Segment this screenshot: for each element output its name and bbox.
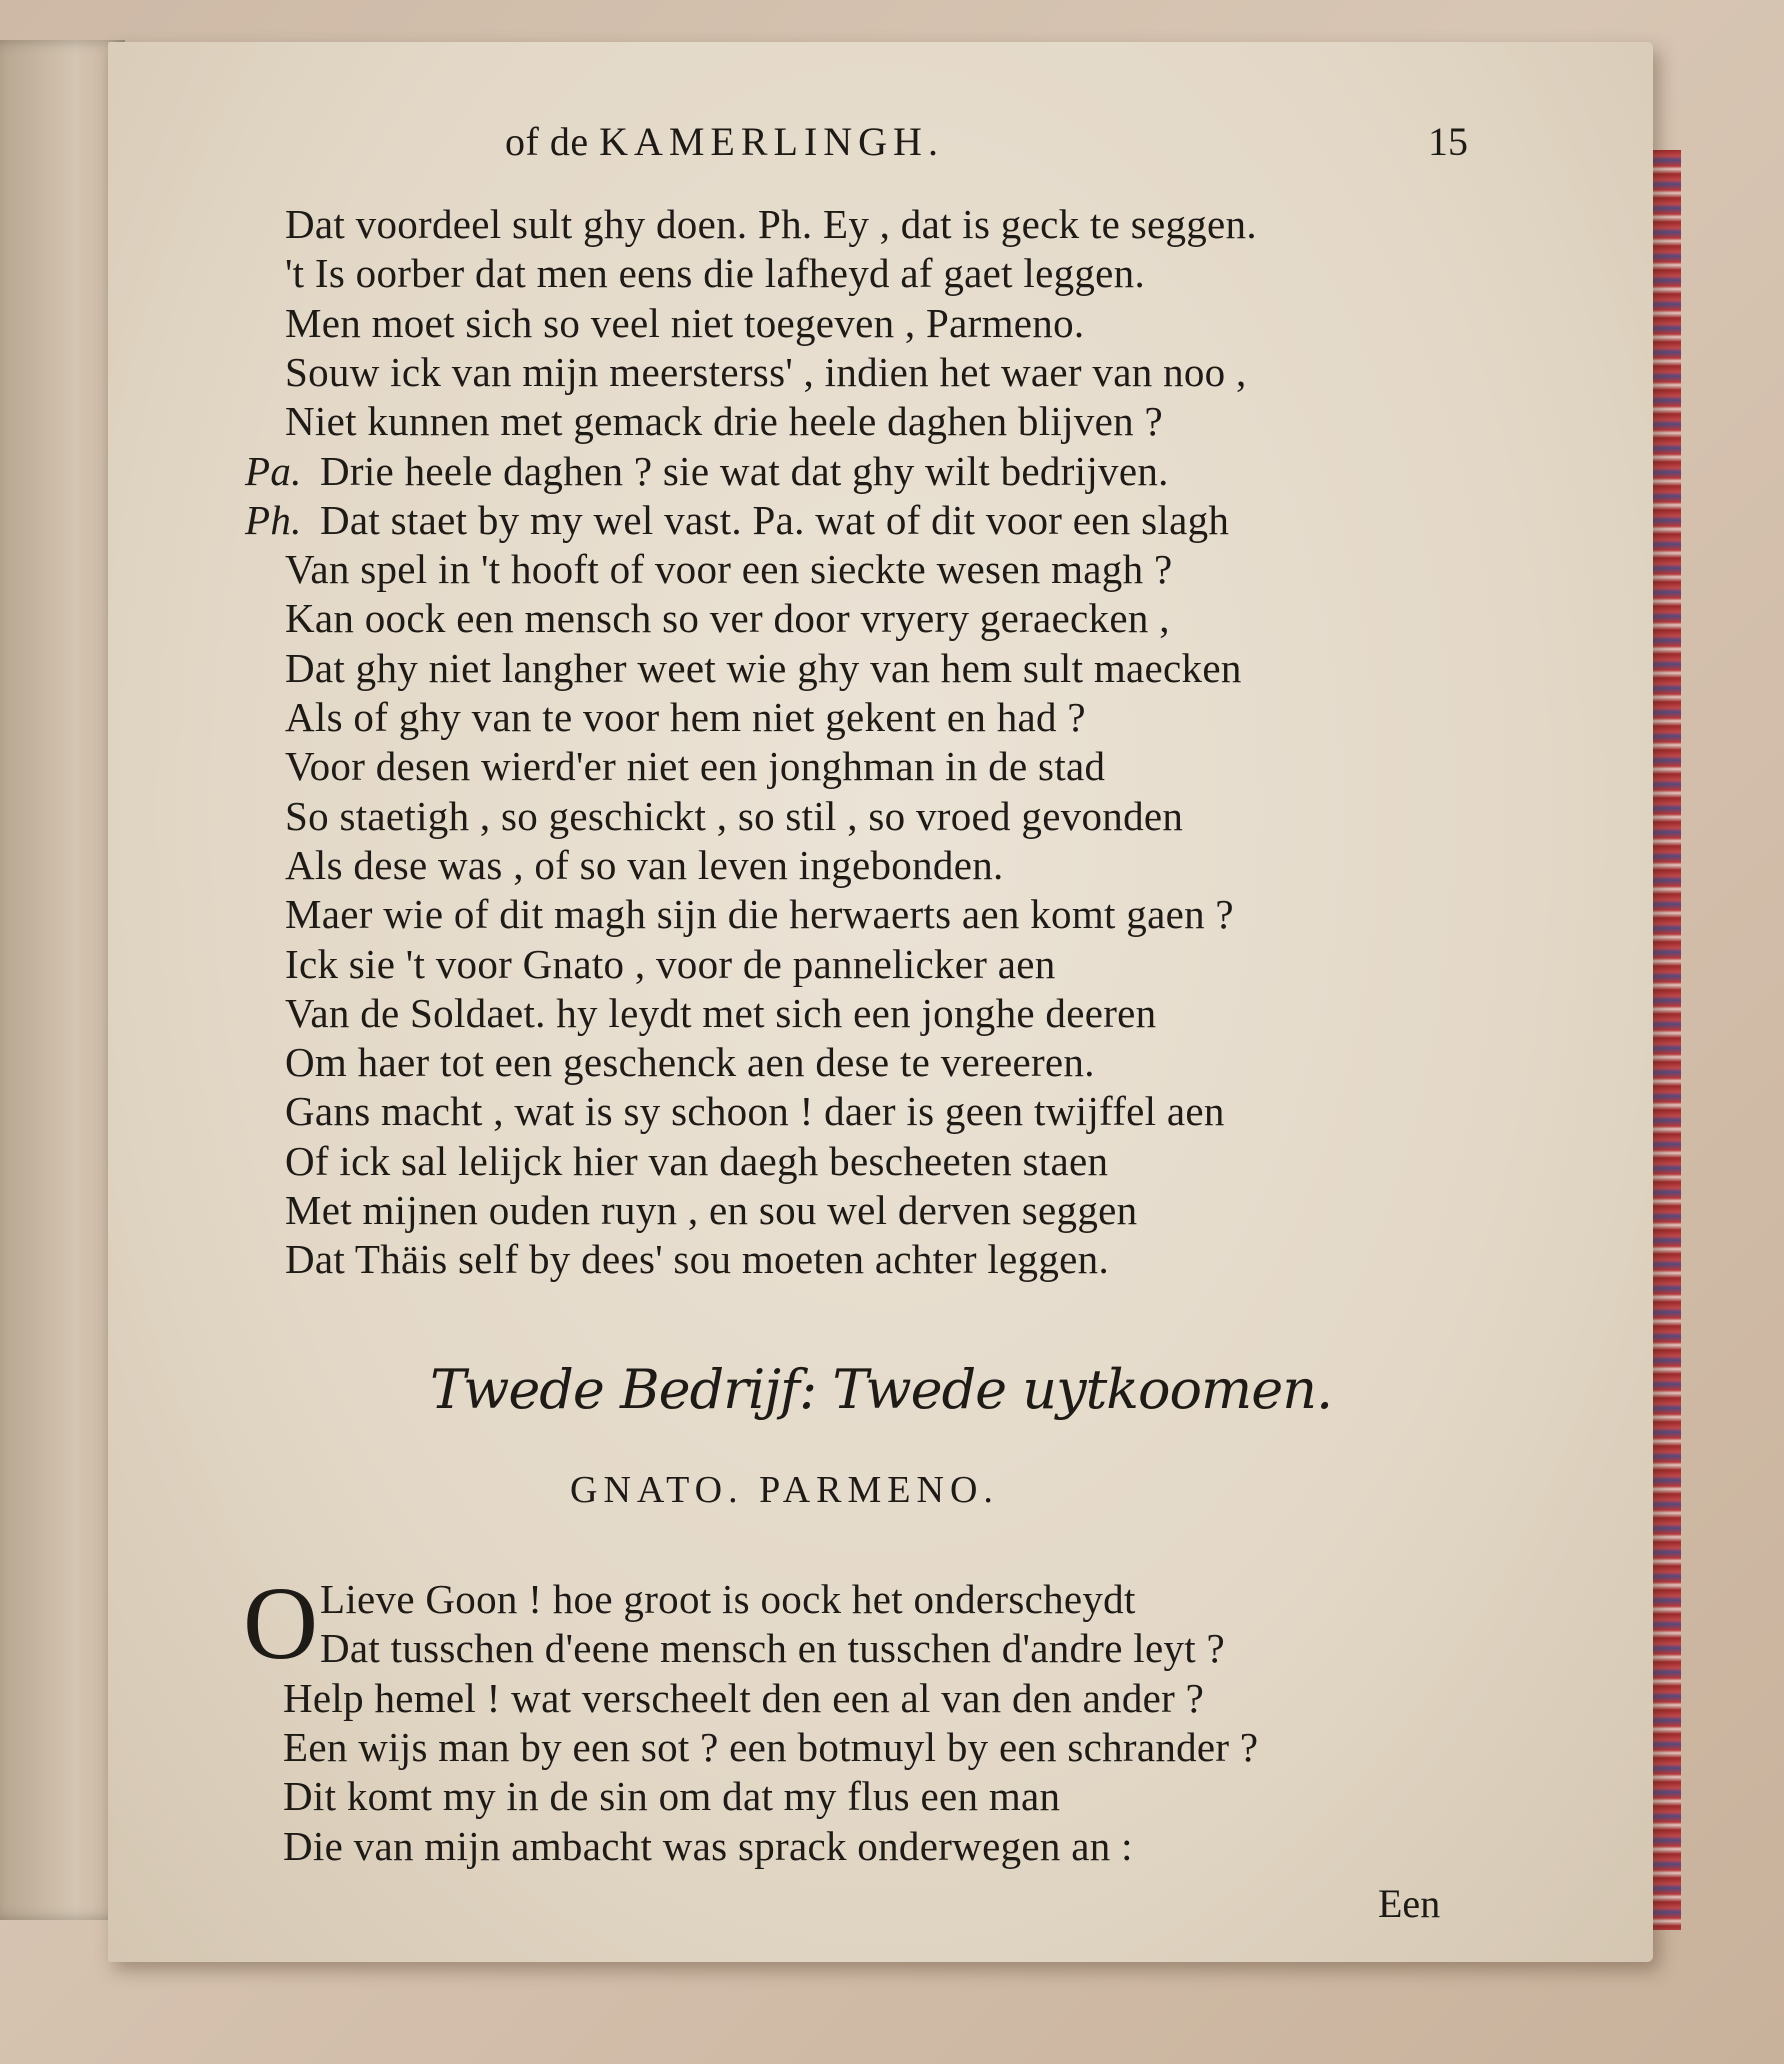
scene-line: Lieve Goon ! hoe groot is oock het onderscheydt — [320, 1576, 1136, 1622]
verse-line: Ick sie 't voor Gnato , voor de pannelicker aen — [285, 940, 1056, 987]
page-number: 15 — [1428, 119, 1468, 164]
verse-line: Kan oock een mensch so ver door vryery geraecken , — [285, 595, 1170, 642]
verse-line: Als of ghy van te voor hem niet gekent en had ? — [285, 694, 1086, 740]
verse-line: Van de Soldaet. hy leydt met sich een jonghe deeren — [285, 989, 1157, 1036]
speaker-label: Pa. — [245, 447, 302, 494]
scene-line: Die van mijn ambacht was sprack onderwegen an : — [283, 1822, 1133, 1869]
drop-cap: O — [243, 1566, 319, 1681]
section-heading: Twede Bedrijf: Twede uytkoomen. — [430, 1358, 1333, 1421]
verse-line: Om haer tot een geschenck aen dese te vereeren. — [285, 1039, 1095, 1086]
verse-line: Niet kunnen met gemack drie heele daghen blijven ? — [285, 398, 1163, 445]
verse-line: Van spel in 't hooft of voor een sieckte wesen magh ? — [285, 546, 1173, 593]
verse-line: 't Is oorber dat men eens die lafheyd af gaet leggen. — [285, 250, 1146, 297]
scene-line: Een wijs man by een sot ? een botmuyl by een schrander ? — [283, 1723, 1259, 1770]
verse-line: Dat ghy niet langher weet wie ghy van hem sult maecken — [285, 644, 1242, 691]
verse-line: Als dese was , of so van leven ingebonden. — [285, 841, 1004, 888]
verse-line: Of ick sal lelijck hier van daegh bescheeten staen — [285, 1137, 1109, 1184]
facing-page-edge — [0, 40, 125, 1920]
verse-line: Met mijnen ouden ruyn , en sou wel derven seggen — [285, 1187, 1138, 1233]
verse-line: Dat staet by my wel vast. Pa. wat of dit voor een slagh — [320, 496, 1230, 543]
verse-line: Gans macht , wat is sy schoon ! daer is geen twijffel aen — [285, 1088, 1225, 1135]
verse-line: Maer wie of dit magh sijn die herwaerts aen komt gaen ? — [285, 891, 1234, 938]
scene-line: Dit komt my in de sin om dat my flus een man — [283, 1773, 1061, 1820]
character-list: GNATO. PARMENO. — [570, 1469, 999, 1511]
verse-line: Drie heele daghen ? sie wat dat ghy wilt bedrijven. — [320, 447, 1169, 494]
catchword: Een — [1378, 1881, 1441, 1926]
verse-line: Voor desen wierd'er niet een jonghman in de stad — [285, 743, 1106, 790]
verse-line: So staetigh , so geschickt , so stil , so vroed gevonden — [285, 792, 1184, 839]
verse-line: Dat Thäis self by dees' sou moeten achter leggen. — [285, 1236, 1109, 1283]
verse-line: Dat voordeel sult ghy doen. Ph. Ey , dat is geck te seggen. — [285, 201, 1257, 247]
running-title — [505, 118, 944, 165]
verse-line: Souw ick van mijn meersterss' , indien het waer van noo , — [285, 348, 1247, 395]
verse-line: Men moet sich so veel niet toegeven , Parmeno. — [285, 299, 1085, 346]
running-title-prefix: of de — [505, 119, 589, 164]
speaker-label: Ph. — [245, 496, 302, 543]
scene-line: Dat tusschen d'eene mensch en tusschen d'andre leyt ? — [320, 1625, 1226, 1672]
scene-line: Help hemel ! wat verscheelt den een al van den ander ? — [283, 1674, 1205, 1721]
running-title-caps: KAMERLINGH. — [599, 119, 944, 164]
